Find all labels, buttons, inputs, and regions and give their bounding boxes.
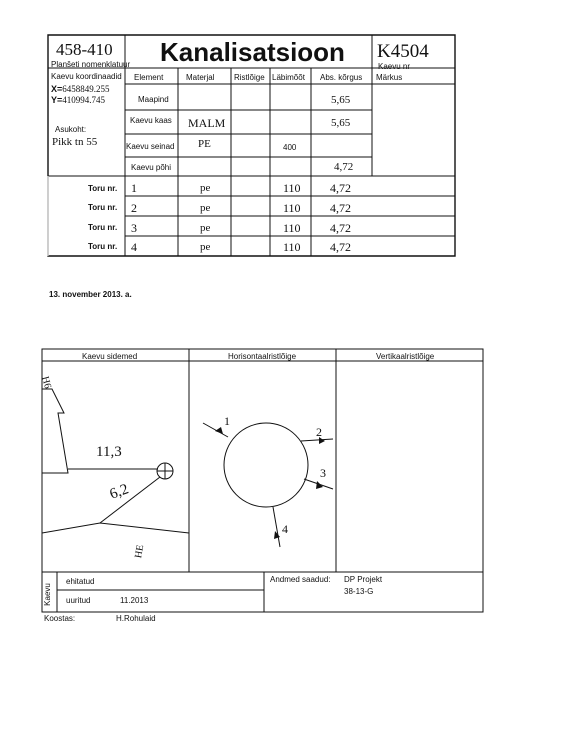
pipe-4-line bbox=[273, 507, 280, 547]
col-header-remarks: Märkus bbox=[376, 73, 403, 82]
element-height: 5,65 bbox=[331, 94, 351, 106]
panel-title-vertical: Vertikaalristlõige bbox=[376, 352, 435, 361]
element-name: Kaevu põhi bbox=[131, 163, 172, 172]
pipe-height: 4,72 bbox=[330, 201, 351, 215]
building-outline-top bbox=[42, 389, 68, 473]
well-ties-sketch bbox=[42, 361, 189, 572]
pipe-row-label: Toru nr. bbox=[88, 242, 118, 251]
pipe-number: 3 bbox=[131, 221, 137, 235]
pipe-label-3: 3 bbox=[320, 466, 326, 480]
pipe-material: pe bbox=[200, 182, 211, 194]
pipe-number: 1 bbox=[131, 181, 137, 195]
pipe-label-4: 4 bbox=[282, 522, 288, 536]
data-from-label: Andmed saadud: bbox=[270, 575, 331, 584]
pipe-label-1: 1 bbox=[224, 414, 230, 428]
element-diameter: 400 bbox=[283, 143, 297, 152]
coord-x-value: 6458849.255 bbox=[62, 84, 110, 94]
panel-title-horizontal: Horisontaalristlõige bbox=[228, 352, 297, 361]
nomenclature-label: Planšeti nomenklatuur bbox=[51, 60, 131, 69]
well-cross-section bbox=[224, 423, 308, 507]
pipe-material: pe bbox=[200, 202, 211, 214]
surveyed-label: uuritud bbox=[66, 596, 91, 605]
footer-side-label: Kaevu bbox=[42, 583, 52, 606]
location-value: Pikk tn 55 bbox=[52, 136, 98, 148]
well-number-label: Kaevu nr bbox=[378, 62, 411, 71]
compiled-label: Koostas: bbox=[44, 614, 76, 623]
pipe-row-label: Toru nr. bbox=[88, 203, 118, 212]
pipe-label-2: 2 bbox=[316, 425, 322, 439]
col-header-cross-section: Ristlõige bbox=[234, 73, 265, 82]
house-number-top: H6 bbox=[39, 375, 54, 390]
page-title: Kanalisatsioon bbox=[160, 37, 345, 67]
pipe-height: 4,72 bbox=[330, 221, 351, 235]
tie-dimension-2: 6,2 bbox=[107, 481, 131, 503]
element-height: 4,72 bbox=[334, 161, 354, 173]
coord-y-prefix: Y= bbox=[51, 95, 63, 105]
pipe-number: 2 bbox=[131, 201, 137, 215]
data-from-code: 38-13-G bbox=[344, 587, 374, 596]
coord-y-value: 410994.745 bbox=[62, 95, 106, 105]
surveyed-value: 11.2013 bbox=[120, 596, 149, 605]
coord-x bbox=[51, 84, 110, 94]
well-number: K4504 bbox=[377, 41, 429, 62]
pipe-diameter: 110 bbox=[283, 181, 301, 195]
pipe-diameter: 110 bbox=[283, 240, 301, 254]
nomenclature-code: 458-410 bbox=[56, 40, 113, 59]
col-header-abs-height: Abs. kõrgus bbox=[320, 73, 363, 82]
coord-y bbox=[51, 95, 105, 105]
element-name: Maapind bbox=[138, 95, 169, 104]
element-name: Kaevu seinad bbox=[126, 142, 175, 151]
pipe-material: pe bbox=[200, 222, 211, 234]
tie-dimension-1: 11,3 bbox=[96, 444, 122, 460]
col-header-element: Element bbox=[134, 73, 164, 82]
panel-title-ties: Kaevu sidemed bbox=[82, 352, 138, 361]
col-header-diameter: Läbimõõt bbox=[272, 73, 305, 82]
horizontal-section-sketch bbox=[189, 361, 336, 572]
coords-label: Kaevu koordinaadid bbox=[51, 72, 122, 81]
pipe-number: 4 bbox=[131, 240, 137, 254]
col-header-material: Materjal bbox=[186, 73, 215, 82]
house-number-bottom: HE bbox=[133, 543, 147, 560]
pipe-diameter: 110 bbox=[283, 221, 301, 235]
built-label: ehitatud bbox=[66, 577, 95, 586]
pipe-height: 4,72 bbox=[330, 240, 351, 254]
element-name: Kaevu kaas bbox=[130, 116, 172, 125]
compiled-value: H.Rohulaid bbox=[116, 614, 156, 623]
pipe-height: 4,72 bbox=[330, 181, 351, 195]
element-height: 5,65 bbox=[331, 117, 351, 129]
element-material: PE bbox=[198, 138, 211, 150]
pipe-row-label: Toru nr. bbox=[88, 184, 118, 193]
element-material: MALM bbox=[188, 116, 226, 130]
data-from-value: DP Projekt bbox=[344, 575, 383, 584]
date-note: 13. november 2013. a. bbox=[49, 290, 132, 299]
location-label: Asukoht: bbox=[55, 125, 87, 134]
pipe-material: pe bbox=[200, 241, 211, 253]
building-outline-bottom bbox=[42, 523, 189, 555]
coord-x-prefix: X= bbox=[51, 84, 63, 94]
pipe-row-label: Toru nr. bbox=[88, 223, 118, 232]
pipe-diameter: 110 bbox=[283, 201, 301, 215]
tie-line-short bbox=[100, 477, 160, 523]
